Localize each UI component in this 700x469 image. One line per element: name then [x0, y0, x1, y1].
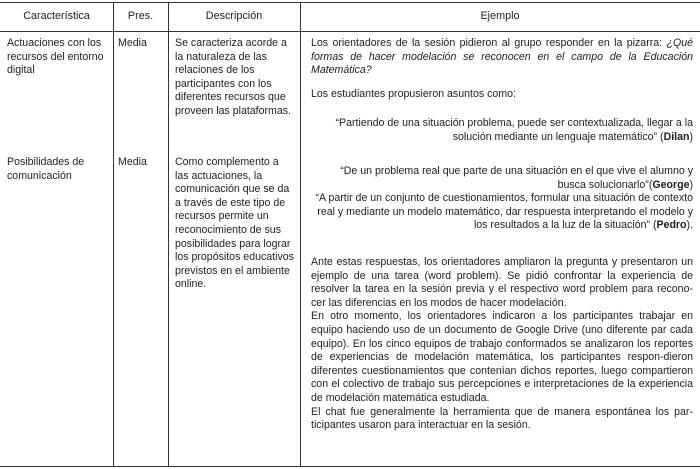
header-rule — [0, 31, 700, 32]
header-ejemplo: Ejemplo — [480, 10, 520, 22]
quote-pedro — [311, 192, 693, 233]
quote-pedro-text: “A partir de un conjunto de cuestionamientos, formular una situación de contexto real y mediante un modelo matemático, dar respuesta interpretando el modelo y los resultados a la luz de la situación” ( — [315, 192, 693, 232]
propuestas-label: Los estudiantes propusieron asuntos como: — [311, 88, 516, 100]
intro-question: ¿Qué formas de hacer modelación se reconocen en el campo de la Educación Matemática? — [311, 37, 693, 77]
paragraph-3: El chat fue generalmente la herramienta que de manera espontánea los par-ticipantes usaron para interactuar en la sesión. — [311, 405, 693, 432]
quote-close: ) — [689, 178, 693, 191]
column-divider — [168, 2, 169, 466]
column-divider — [113, 2, 114, 466]
quote-close: ). — [686, 219, 693, 232]
quote-george — [311, 165, 693, 192]
column-divider — [300, 2, 301, 466]
intro-lead: Los orientadores de la sesión pidieron al grupo responder en la pizarra: — [311, 37, 663, 49]
bottom-rule — [0, 466, 700, 467]
author-dilan: Dilan — [663, 130, 690, 143]
top-rule — [0, 2, 700, 3]
row2-caracteristica: Posibilidades de comunicación — [7, 156, 85, 182]
quote-dilan-text: “Partiendo de una situación problema, puede ser contextualizada, llegar a la solución mediante un lenguaje matemático” ( — [335, 117, 693, 143]
quote-close: ) — [689, 130, 693, 143]
row1-pres: Media — [118, 37, 147, 49]
row1-caracteristica: Actuaciones con los recursos del entorno digital — [7, 37, 104, 77]
ejemplo-paragraphs — [311, 256, 693, 433]
paragraph-2: En otro momento, los orientadores indicaron a los participantes trabajar en equipo haciendo uso de un documento de Google Drive (uno diferente par cada equipo). En los cinco equipos de trabajo conformados se analizaron los reportes de experiencias de modelación matemática, los participantes respon-dieron diferentes cuestionamientos que contenían dichos reportes, luego compartieron con el colectivo de trabajo sus percepciones e interpretaciones de la experiencia de modelación matemática estudiada. — [311, 310, 693, 404]
quote-george-text: “De un problema real que parte de una situación en el que vive el alumno y busca solucionarlo”( — [340, 165, 693, 191]
row2-pres: Media — [118, 156, 147, 168]
header-descripcion: Descripción — [205, 10, 263, 22]
author-george: George — [652, 178, 690, 191]
author-pedro: Pedro — [656, 219, 687, 232]
paragraph-1: Ante estas respuestas, los orientadores ampliaron la pregunta y presentaron un ejemplo de una tarea (word problem). Se pidió confrontar la experiencia de resolver la tarea en la sesión previa y el respectivo word problem para recono-cer las diferencias en los modos de hacer modelación. — [311, 256, 693, 309]
ejemplo-intro — [311, 37, 693, 78]
header-caracteristica: Característica — [23, 10, 90, 22]
header-pres: Pres. — [127, 10, 154, 22]
quote-dilan — [311, 117, 693, 144]
row1-descripcion: Se caracteriza acorde a la naturaleza de las relaciones de los participantes con los diferentes recursos que proveen las plataformas. — [175, 37, 292, 117]
row2-descripcion: Como complemento a las actuaciones, la comunicación que se da a través de este tipo de recursos permite un reconocimiento de sus posibilidades para lograr los propósitos educativos previstos en el ambiente online. — [175, 156, 294, 291]
